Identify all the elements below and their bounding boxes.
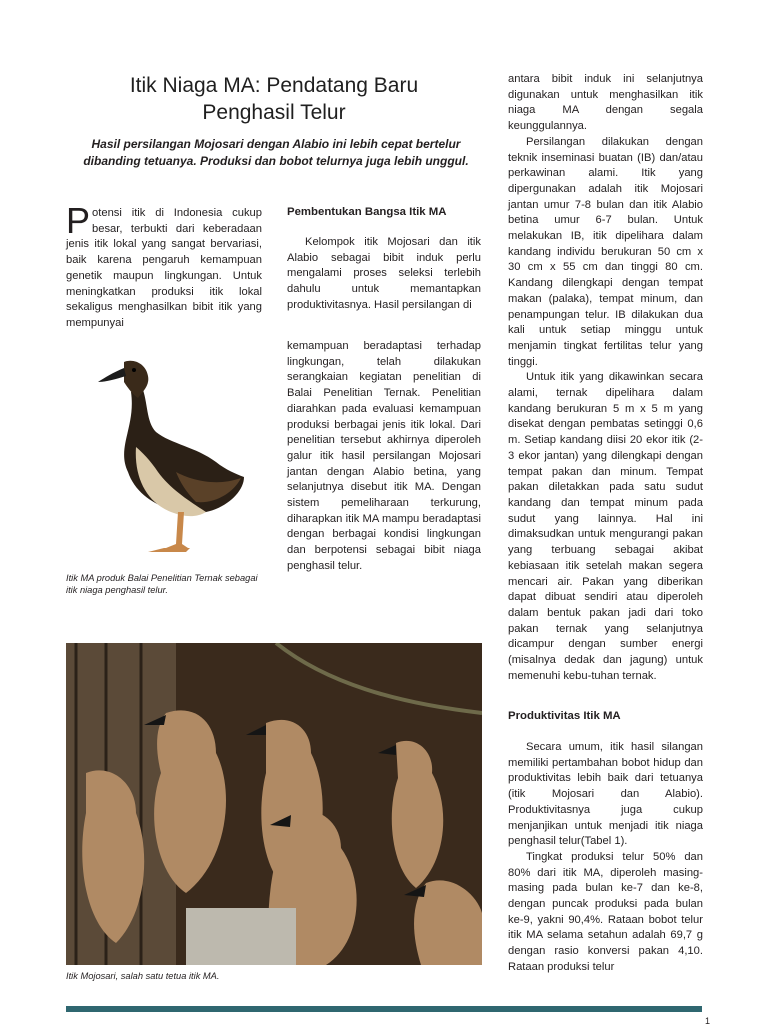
title-line-1: Itik Niaga MA: Pendatang Baru [129, 74, 419, 97]
figure-2-caption: Itik Mojosari, salah satu tetua itik MA. [66, 971, 220, 981]
lead-line-1: Hasil persilangan Mojosari dengan Alabio ini lebih cepat bertelur [91, 137, 461, 151]
section-heading-pembentukan: Pembentukan Bangsa Itik MA [287, 206, 447, 218]
col3-paragraph-3: Untuk itik yang dikawinkan secara alami, ternak dipelihara dalam kandang berukuran 5 m x 5 m yang disekat dengan pembatas setinggi 0,6 m. Setiap kandang diisi 20 ekor itik (2-3 ekor jantan) yang dilengkapi dengan tempat pakan dan minum. Tempat pakan diletakkan pada satu sudut kandang dan tempat minum pada sudut yang lainnya. Hal ini dimaksudkan untuk mengurangi pakan yang terbuang sebagai akibat kebiasaan itik setelah makan segera mencari air. Pakan yang diberikan dapat dibuat sendiri atau diperoleh dalam bentuk pakan jadi dari toko pakan ternak yang selanjutnya dicampur dengan sumber energi (misalnya dedak dan jagung) untuk memenuhi kebu-tuhan ternak. [508, 371, 703, 682]
lead-line-2: dibanding tetuanya. Produksi dan bobot telurnya juga lebih unggul. [83, 154, 469, 168]
column-1-intro [66, 200, 262, 332]
column-2-bottom [287, 339, 481, 575]
col2-paragraph-2: kemampuan beradaptasi terhadap lingkungan, telah dilakukan serangkaian kegiatan penelitian di Balai Penelitian Ternak. Penelitian diarahkan pada evaluasi kemampuan produksi berbagai jenis itik lokal. Dari penelitian tersebut akhirnya diperoleh galur itik hasil persilangan Mojosari jantan dengan Alabio betina, yang selanjutnya disebut itik MA. Dengan sistem pemeliharaan terkurung, diharapkan itik MA mampu beradaptasi dengan berbagai kondisi lingkungan dan berpotensi sebagai bibit niaga penghasil telur. [287, 340, 481, 572]
duck-flock-photo [66, 643, 482, 965]
col3-paragraph-2: Persilangan dilakukan dengan teknik inseminasi buatan (IB) dan/atau perkawinan alami. Itik yang dipergunakan adalah itik Mojosari jantan umur 7-8 bulan dan itik Alabio betina umur 6-7 bulan. Untuk melakukan IB, itik dipelihara dalam kandang individu berukuran 50 cm x 30 cm x 55 cm dan tinggi 80 cm. Kandang dilengkapi dengan tempat makan (palaka), tempat minum, dan penampungan telur. IB dilakukan dua kali untuk setiap minggu untuk menjamin tingkat fertilitas telur yang tinggi. [508, 135, 703, 368]
col3-paragraph-1: antara bibit induk ini selanjutnya digunakan untuk menghasilkan itik niaga MA dengan segala keunggulannya. [508, 73, 703, 133]
col2-paragraph-1: Kelompok itik Mojosari dan itik Alabio sebagai bibit induk perlu mengalami proses seleksi terlebih dahulu untuk memantapkan produktivitasnya. Hasil persilangan di [287, 236, 481, 311]
drop-cap: P [66, 200, 91, 241]
intro-text: otensi itik di Indonesia cukup besar, terbukti dari keberadaan jenis itik lokal yang sangat bervariasi, baik karena pengaruh kemampuan genetik maupun lingkungan. Untuk meningkatkan produksi itik lokal sekaligus menghasilkan bibit itik yang mempunyai [66, 207, 262, 329]
article-lead [80, 136, 472, 170]
column-3-lower [508, 740, 703, 976]
col3-paragraph-5: Tingkat produksi telur 50% dan 80% dari itik MA, diperoleh masing-masing pada bulan ke-7 dan ke-8, dengan puncak produksi pada bulan ke-9, yakni 90,4%. Rataan bobot telur itik MA selama setahun adalah 69,7 g dengan rasio konversi pakan 4,10. Rataan produksi telur [508, 850, 703, 973]
intro-paragraph [66, 200, 262, 332]
figure-1-caption: Itik MA produk Balai Penelitian Ternak sebagai itik niaga penghasil telur. [66, 573, 258, 595]
title-line-2: Penghasil Telur [202, 101, 346, 124]
footer-rule [66, 1006, 702, 1012]
page-number: 1 [704, 1016, 710, 1026]
duck-standing-image [76, 352, 256, 567]
col3-paragraph-4: Secara umum, itik hasil silangan memiliki pertambahan bobot hidup dan produktivitas lebih baik dari tetuanya (itik Mojosari dan Alabio). Produktivitasnya juga cukup menjanjikan untuk menjadi itik niaga penghasil telur(Tabel 1). [508, 741, 703, 848]
column-3 [508, 72, 703, 684]
column-2-top [287, 235, 481, 314]
section-heading-produktivitas: Produktivitas Itik MA [508, 710, 621, 722]
article-title [80, 72, 468, 126]
